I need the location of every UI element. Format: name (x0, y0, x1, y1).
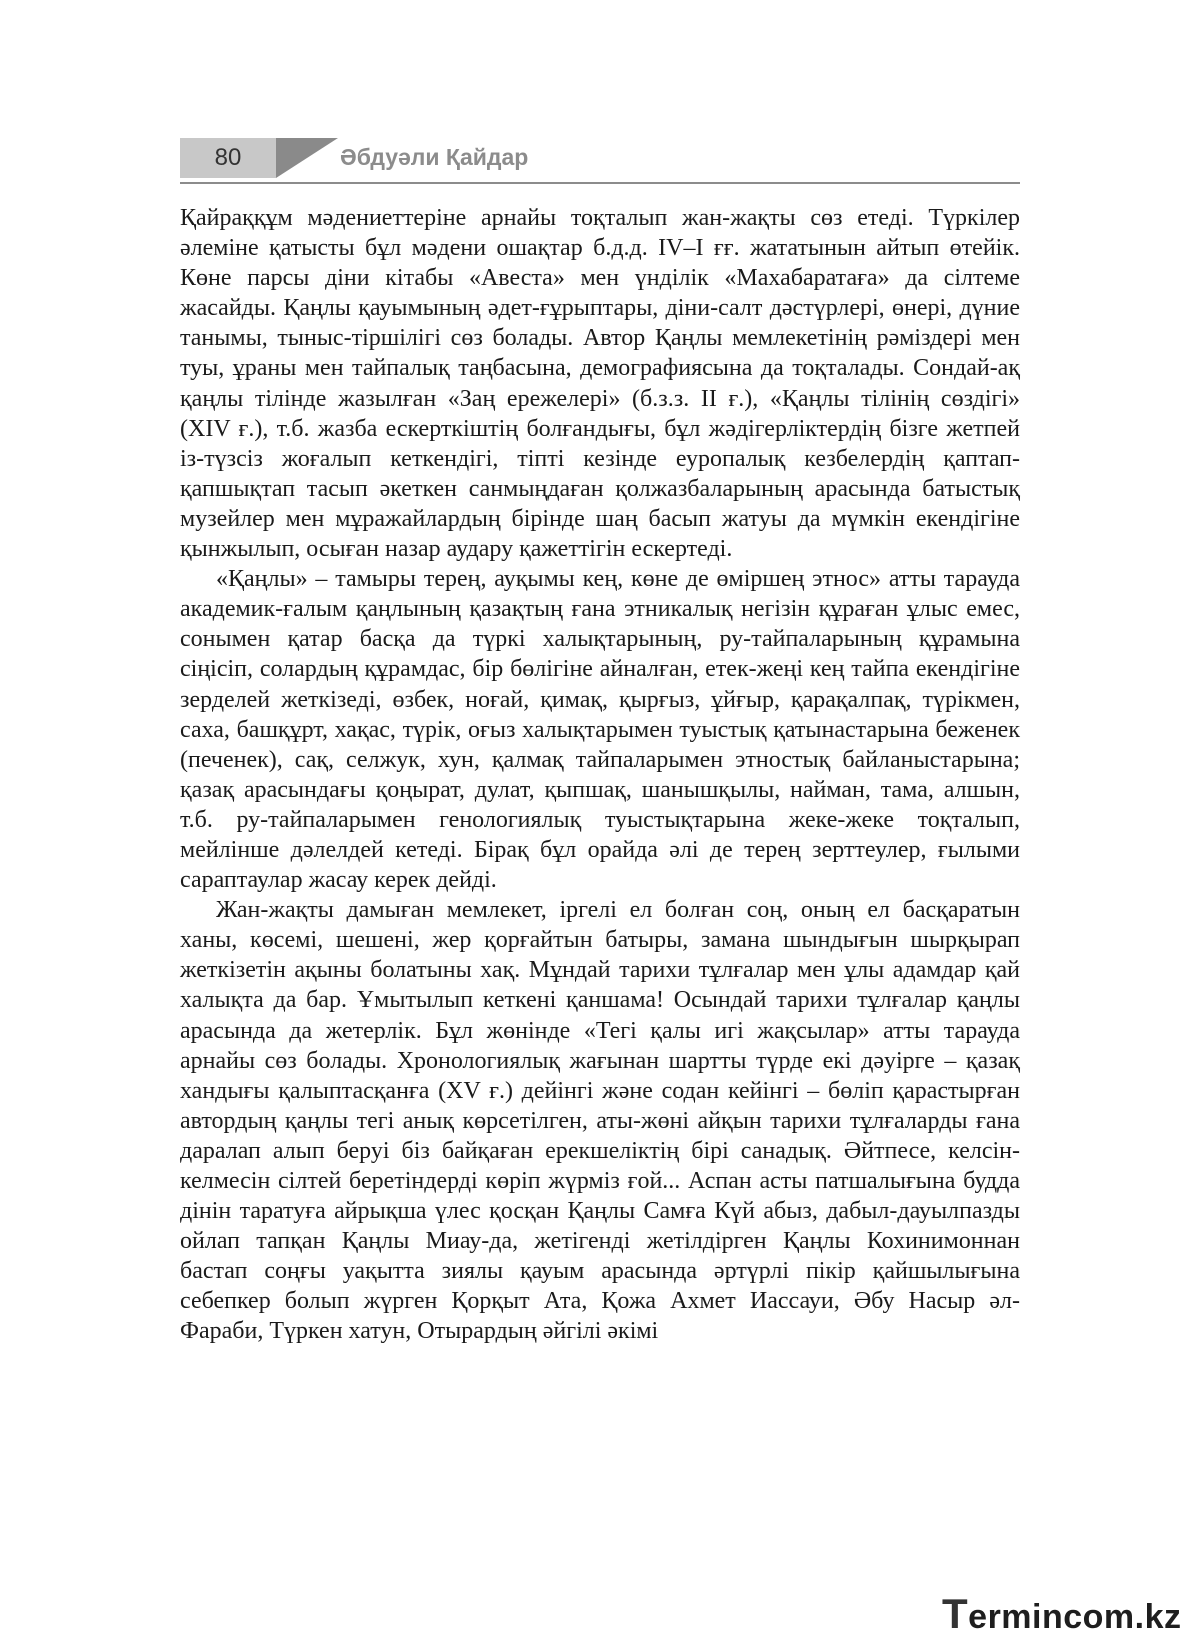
header-tab-wedge (276, 138, 338, 178)
running-head-author: Әбдуәли Қайдар (340, 144, 529, 170)
body-text (180, 203, 1020, 1347)
paragraph: Жан-жақты дамыған мемлекет, іргелі ел болған соң, оның ел басқаратын ханы, көсемі, шешені, жер қорғайтын батыры, замана шындығын шырқырап жеткізетін ақыны болатыны хақ. Мұндай тарихи тұлғалар мен ұлы адамдар қай халықта да бар. Ұмытылып кеткені қаншама! Осындай тарихи тұлғалар қаңлы арасында да жетерлік. Бұл жөнінде «Тегі қалы игі жақсылар» атты тарауда арнайы сөз болады. Хронологиялық жағынан шартты түрде екі дәуірге – қазақ хандығы қалыптасқанға (XV ғ.) дейінгі және содан кейінгі – бөліп қарастырған автордың қаңлы тегі анық көрсетілген, аты-жөні айқын тарихи тұлғаларды ғана даралап алып беруі біз байқаған ерекшеліктің бірі санадық. Әйтпесе, келсін-келмесін сілтей беретіндерді көріп жүрміз ғой... Аспан асты патшалығына будда дінін таратуға айрықша үлес қосқан Қаңлы Самға Күй абыз, дабыл-дауылпазды ойлап тапқан Қаңлы Миау-да, жетігенді жетілдірген Қаңлы Кохинимоннан бастап соңғы уақытта зиялы қауым арасында әртүрлі пікір қайшылығына себепкер болып жүрген Қорқыт Ата, Қожа Ахмет Иассауи, Әбу Насыр әл-Фараби, Түркен хатун, Отырардың әйгілі әкімі (180, 897, 1020, 1345)
running-header (180, 138, 1020, 186)
paragraph: Қайраққұм мәдениеттеріне арнайы тоқталып жан-жақты сөз етеді. Түркілер әлеміне қатысты бұл мәдени ошақтар б.д.д. IV–I ғғ. жататынын айтып өтейік. Көне парсы діни кітабы «Авеста» мен үнділік «Махабаратаға» да сілтеме жасайды. Қаңлы қауымының әдет-ғұрыптары, діни-салт дәстүрлері, өнері, дүние танымы, тыныс-тіршілігі сөз болады. Автор Қаңлы мемлекетінің рәміздері мен туы, ұраны мен тайпалық таңбасына, демографиясына да тоқталады. Сондай-ақ қаңлы тілінде жазылған «Заң ережелері» (б.з.з. II ғ.), «Қаңлы тілінің сөздігі» (XIV ғ.), т.б. жазба ескерткіштің болғандығы, бұл жәдігерліктердің бізге жетпей із-түзсіз жоғалып кеткендігі, тіпті кезінде еуропалық кезбелердің қаптап-қапшықтап тасып әкеткен санмыңдаған қолжазбаларының арасында батыстық музейлер мен мұражайлардың бірінде шаң басып жатуы да мүмкін екендігіне қынжылып, осыған назар аудару қажеттігін ескертеді. (180, 205, 1020, 563)
paragraph: «Қаңлы» – тамыры терең, ауқымы кең, көне де өміршең этнос» атты тарауда академик-ғалым қаңлының қазақтың ғана этникалық негізін құраған ұлыс емес, сонымен қатар басқа да түркі халықтарының, ру-тайпаларының құрамына сіңісіп, солардың құрамдас, бір бөлігіне айналған, етек-жеңі кең тайпа екендігіне зерделей жеткізеді, өзбек, ноғай, қимақ, қырғыз, ұйғыр, қарақалпақ, түрікмен, саха, башқұрт, хақас, түрік, оғыз халықтарымен туыстық қатынастарына беженек (печенек), сақ, селжук, хун, қалмақ тайпаларымен этностық байланыстарына; қазақ арасындағы қоңырат, дулат, қыпшақ, шанышқылы, найман, тама, алшын, т.б. ру-тайпаларымен генологиялық туыстықтарына жеке-жеке тоқталып, мейлінше дәлелдей кетеді. Бірақ бұл орайда әлі де терең зерттеулер, ғылыми сараптаулар жасау керек дейді. (180, 566, 1020, 894)
header-rule (180, 182, 1020, 184)
watermark-logo (942, 1590, 1182, 1638)
page-number: 80 (180, 138, 276, 178)
watermark-rest: ermincom.kz (968, 1598, 1182, 1636)
watermark-first-letter: T (942, 1590, 969, 1637)
